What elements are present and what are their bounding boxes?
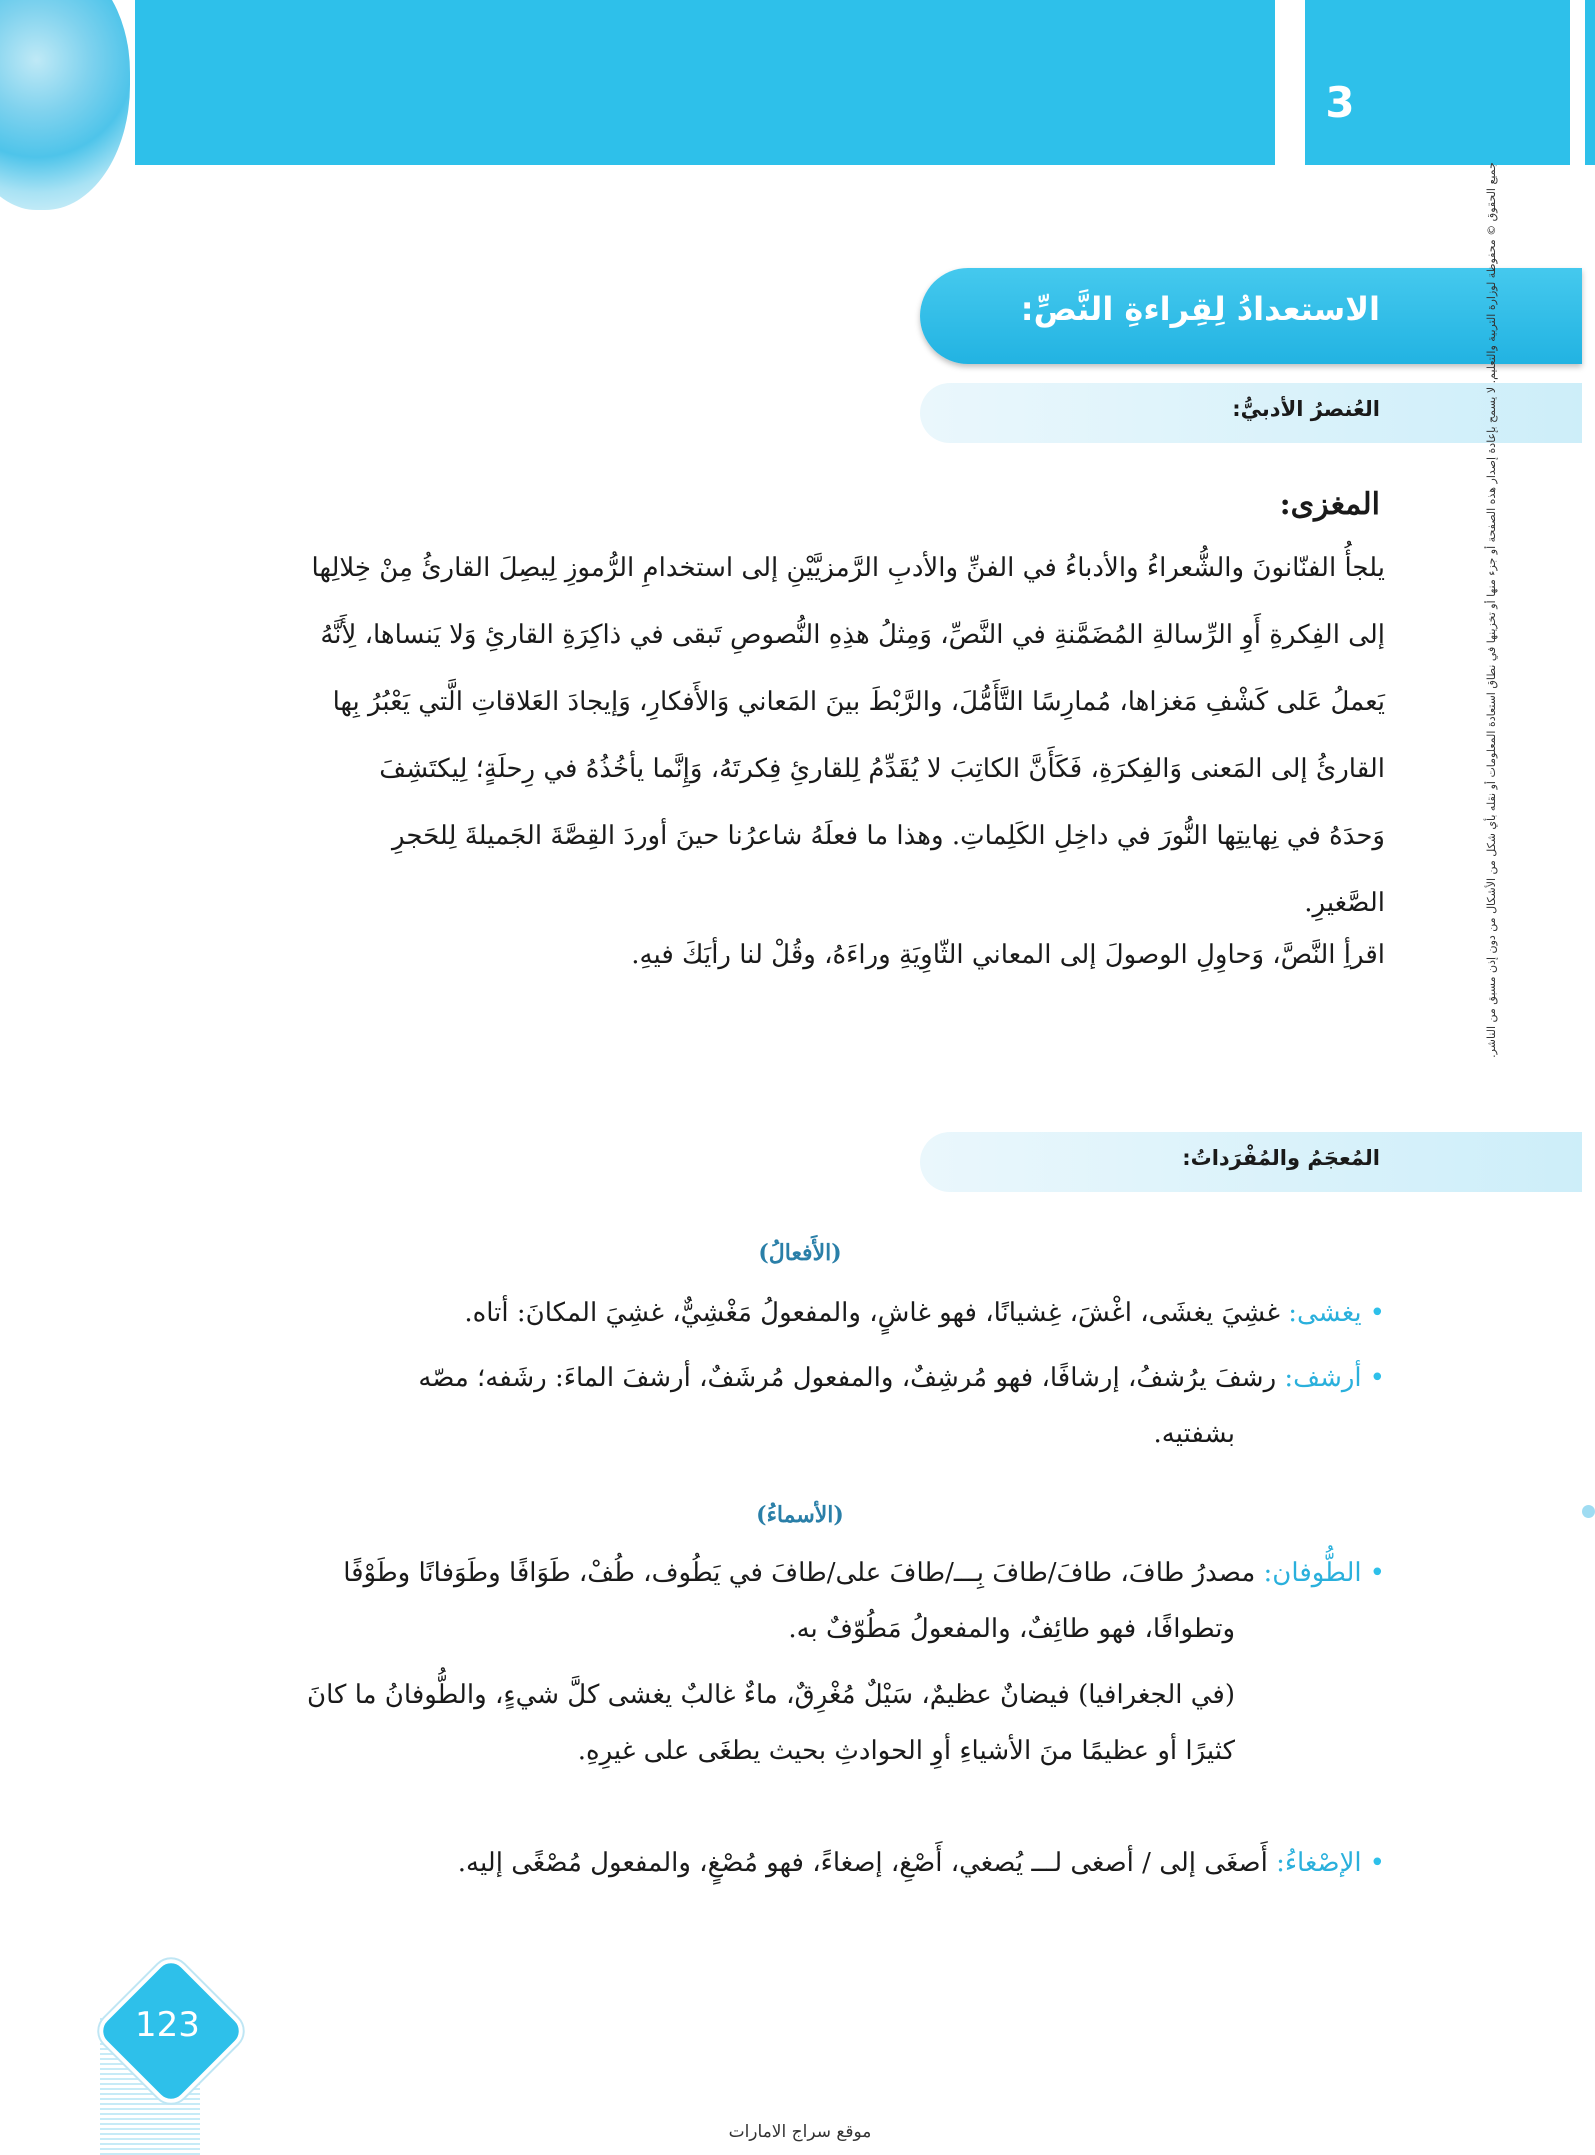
entry-line: [130, 1555, 1385, 1611]
paragraph-line: يلجأُ الفنّانونَ والشُّعراءُ والأدباءُ في الفنِّ والأدبِ الرَّمزيَّيْنِ إلى استخدامِ الرُّموزِ لِيصِلَ القارئُ مِنْ خِلالِها: [311, 553, 1385, 583]
entry-line: وتطوافًا، فهو طائِفٌ، والمفعولُ مَطُوّفٌ به.: [788, 1614, 1235, 1644]
top-banner: [135, 0, 1275, 165]
nouns-heading: (الأسماءُ): [756, 1502, 844, 1528]
bullet-icon: •: [1369, 1558, 1385, 1588]
bullet-icon: •: [1369, 1363, 1385, 1393]
section-title: الاستعدادُ لِقِراءةِ النَّصِّ:: [1020, 290, 1380, 328]
entry-line: [130, 1295, 1385, 1351]
entry-term: أرشف:: [1284, 1363, 1362, 1393]
paragraph-line: اقرأِ النَّصَّ، وَحاوِلِ الوصولَ إلى المعاني الثّاوِيَةِ وراءَهُ، وقُلْ لنا رأيَكَ فيهِ.: [631, 940, 1385, 970]
paragraph-line: يَعملُ عَلى كَشْفِ مَغزاها، مُمارِسًا التَّأَمُّلَ، والرَّبْطَ بينَ المَعاني وَالأَفكارِ، وَإيجادَ العَلاقاتِ الَّتي يَعْبُرُ بِها: [332, 687, 1385, 717]
paragraph-line: الصَّغيرِ.: [1304, 888, 1385, 918]
entry-line: كثيرًا أو عظيمًا منَ الأشياءِ أوِ الحوادثِ بحيث يطغَى على غيرِهِ.: [577, 1736, 1235, 1766]
paragraph-line: القارئُ إلى المَعنى وَالفِكرَةِ، فَكَأَنَّ الكاتِبَ لا يُقَدِّمُ لِلقارئِ فِكرتَهُ، وَإِنَّما يأخُذُهُ في رِحلَةٍ؛ لِيكتَشِفَ: [379, 754, 1385, 784]
vocabulary-label: المُعجَمُ والمُفْرَداتُ:: [1182, 1146, 1380, 1170]
corner-decoration: [0, 0, 130, 210]
entry-line: (في الجغرافيا) فيضانٌ عظيمٌ، سَيْلٌ مُغْرِقٌ، ماءٌ غالبٌ يغشى كلَّ شيءٍ، والطُّوفانُ ما كانَ: [307, 1680, 1235, 1710]
bullet-icon: •: [1369, 1298, 1385, 1328]
literary-element-label: العُنصرُ الأدبيُّ:: [1232, 397, 1380, 421]
entry-text: رشفَ يرُشفُ، إرشافًا، فهو مُرشِفٌ، والمفعول مُرشَفٌ، أرشفَ الماءَ: رشَفه؛ مصّه: [418, 1363, 1277, 1393]
paragraph-line: وَحدَهُ في نِهايتِها النُّورَ في داخِلِ الكَلِماتِ. وهذا ما فعلَهُ شاعرُنا حينَ أوردَ القِصَّةَ الجَميلةَ لِلحَجرِ: [392, 821, 1385, 851]
verb-entry: [130, 1295, 1385, 1351]
entry-text: مصدرُ طافَ، طافَ/طافَ بِـــ/طافَ على/طافَ في يَطُوف، طُفْ، طَوَافًا وطَوَفانًا وطَوْفًا: [343, 1558, 1256, 1588]
right-strip: [1585, 0, 1595, 165]
chapter-number: 3: [1325, 78, 1355, 127]
entry-text: أَصغَى إلى / أصغى لـــ يُصغي، أَصْغِ، إصغاءً، فهو مُصْغٍ، والمفعول مُصْغًى إليه.: [457, 1848, 1268, 1878]
meaning-heading: المغزى:: [1279, 487, 1380, 522]
bullet-icon: •: [1369, 1848, 1385, 1878]
paragraph-line: إلى الفِكرةِ أَوِ الرِّسالةِ المُضَمَّنةِ في النَّصِّ، وَمِثلُ هذِهِ النُّصوصِ تَبقى في ذاكِرَةِ القارئِ وَلا يَنساها، لِأَنَّهُ: [320, 620, 1385, 650]
entry-term: الطُّوفان:: [1263, 1558, 1362, 1588]
page-number: 123: [135, 2005, 200, 2045]
noun-entry: [130, 1845, 1385, 1901]
entry-term: الإصْغاءُ:: [1276, 1848, 1362, 1878]
entry-line: بشفتيه.: [1153, 1419, 1235, 1449]
verbs-heading: (الأَفعالُ): [758, 1240, 842, 1266]
side-dot: [1582, 1505, 1595, 1518]
noun-entry: [130, 1555, 1385, 1789]
footer-site-name: موقع سراج الامارات: [728, 2122, 872, 2142]
verb-entry: [130, 1360, 1385, 1472]
entry-line: [130, 1360, 1385, 1416]
entry-text: غشِيَ يغشَى، اغْشَ، غِشيانًا، فهو غاشٍ، والمفعولُ مَغْشِيٌّ، غشِيَ المكانَ: أتاه.: [464, 1298, 1280, 1328]
meaning-paragraph: [130, 550, 1385, 1004]
banner-separator: [1275, 0, 1305, 165]
entry-term: يغشى:: [1288, 1298, 1362, 1328]
copyright-side-text: جميع الحقوق © محفوظة لوزارة التربية والتعليم. لا يسمح بإعادة إصدار هذه الصفحة أو جزء منها أو تخزينها في نطاق استعادة المعلومات أو نقله بأي شكل من الأشكال من دون إذن مسبق من الناشر.: [1485, 162, 1498, 1058]
entry-line: [130, 1845, 1385, 1901]
